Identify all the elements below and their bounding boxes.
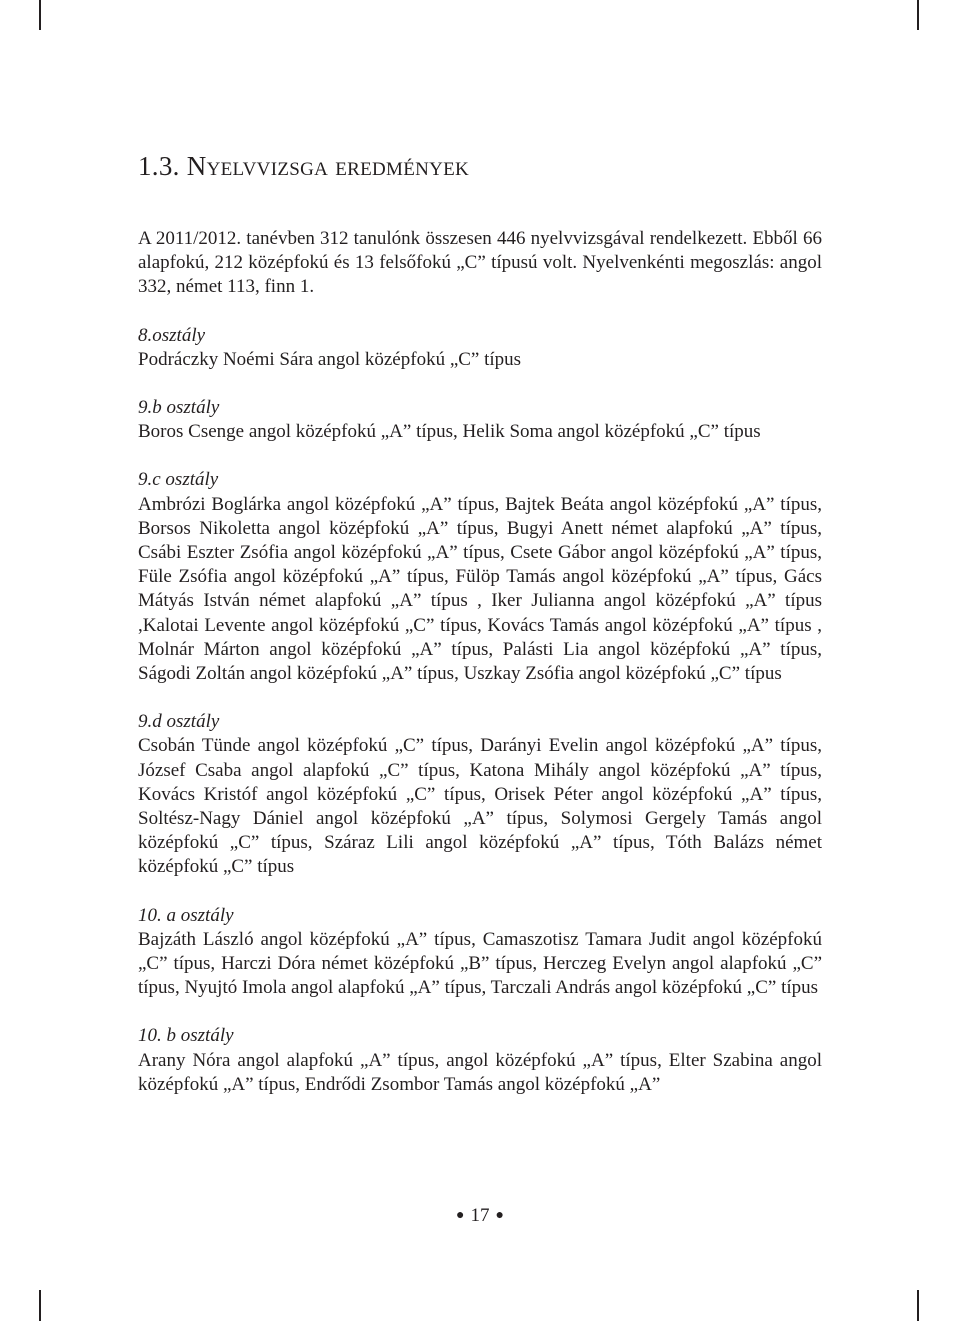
crop-mark-bottom-right <box>917 1290 919 1321</box>
class-block-9c <box>138 468 822 686</box>
bullet-icon: ● <box>456 1208 465 1223</box>
section-title: Nyelvvizsga eredmények <box>186 151 470 181</box>
crop-mark-top-right <box>917 0 919 30</box>
page-number-footer <box>0 1201 960 1231</box>
class-heading: 9.b osztály <box>138 397 220 419</box>
class-block-8 <box>138 324 822 372</box>
class-block-10b <box>138 1024 822 1097</box>
class-results: Arany Nóra angol alapfokú „A” típus, angol középfokú „A” típus, Elter Szabina angol középfokú „A” típus, Endrődi Zsombor Tamás angol középfokú „A” <box>138 1049 822 1095</box>
class-block-10a <box>138 904 822 1001</box>
class-results: Podráczky Noémi Sára angol középfokú „C” típus <box>138 348 522 370</box>
intro-paragraph: A 2011/2012. tanévben 312 tanulónk összesen 446 nyelvvizsgával rendelkezett. Ebből 66 alapfokú, 212 középfokú és 13 felsőfokú „C” típusú volt. Nyelvenkénti megoszlás: angol 332, német 113, finn 1. <box>138 228 822 298</box>
class-block-9b <box>138 396 822 444</box>
class-results: Csobán Tünde angol középfokú „C” típus, Darányi Evelin angol középfokú „A” típus, József Csaba angol alapfokú „C” típus, Katona Mihály angol középfokú „A” típus, Kovács Kristóf angol középfokú „C” típus, Orisek Péter angol középfokú „A” típus, Soltész-Nagy Dániel angol középfokú „A” típus, Solymosi Gergely Tamás angol középfokú „C” típus, Száraz Lili angol középfokú „A” típus, Tóth Balázs német középfokú „C” típus <box>138 735 822 878</box>
class-results: Bajzáth László angol középfokú „A” típus, Camaszotisz Tamara Judit angol középfokú „C” típus, Harczi Dóra német középfokú „B” típus, Herczeg Evelyn angol alapfokú „C” típus, Nyujtó Imola angol alapfokú „A” típus, Tarczali András angol középfokú „C” típus <box>138 928 822 999</box>
crop-mark-bottom-left <box>39 1290 41 1321</box>
class-results: Ambrózi Boglárka angol középfokú „A” típus, Bajtek Beáta angol középfokú „A” típus, Borsos Nikoletta angol középfokú „A” típus, Bugyi Anett német alapfokú „A” típus, Csábi Eszter Zsófia angol középfokú „A” típus, Csete Gábor angol középfokú „A” típus, Füle Zsófia angol középfokú „A” típus, Fülöp Tamás angol középfokú „A” típus, Gács Mátyás István német alapfokú „A” típus , Iker Julianna angol középfokú „A” típus ,Kalotai Levente angol középfokú „C” típus, Kovács Tamás angol középfokú „A” típus , Molnár Márton angol középfokú „A” típus, Palásti Lia angol középfokú „A” típus, Ságodi Zoltán angol középfokú „A” típus, Uszkay Zsófia angol középfokú „C” típus <box>138 493 822 685</box>
class-heading: 8.osztály <box>138 324 206 346</box>
page-number: 17 <box>470 1205 490 1226</box>
bullet-icon: ● <box>495 1208 504 1223</box>
page-content <box>138 140 822 1121</box>
class-heading: 10. a osztály <box>138 904 234 926</box>
crop-mark-top-left <box>39 0 41 30</box>
section-number: 1.3. <box>138 151 180 181</box>
section-heading <box>138 140 822 192</box>
class-results: Boros Csenge angol középfokú „A” típus, Helik Soma angol középfokú „C” típus <box>138 421 761 443</box>
class-heading: 10. b osztály <box>138 1025 234 1047</box>
class-block-9d <box>138 710 822 879</box>
class-heading: 9.c osztály <box>138 469 219 491</box>
class-heading: 9.d osztály <box>138 711 220 733</box>
